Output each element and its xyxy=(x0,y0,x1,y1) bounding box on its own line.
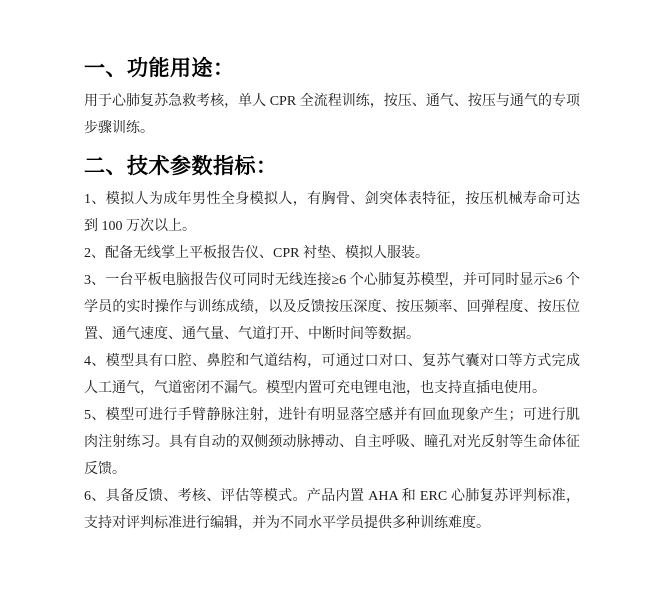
paragraph-spec-item-1: 1、模拟人为成年男性全身模拟人，有胸骨、剑突体表特征，按压机械寿命可达到 100 万次以上。 xyxy=(84,192,580,234)
section-heading-function-use: 一、功能用途： xyxy=(84,56,235,80)
paragraph-spec-item-5: 5、模型可进行手臂静脉注射，进针有明显落空感并有回血现象产生；可进行肌肉注射练习。具有自动的双侧颈动脉搏动、自主呼吸、瞳孔对光反射等生命体征反馈。 xyxy=(84,408,580,477)
paragraph-spec-item-3: 3、一台平板电脑报告仪可同时无线连接≥6 个心肺复苏模型，并可同时显示≥6 个学员的实时操作与训练成绩，以及反馈按压深度、按压频率、回弹程度、按压位置、通气速度、通气量、气道打开、中断时间等数据。 xyxy=(84,273,580,342)
paragraph-function-use: 用于心肺复苏急救考核，单人 CPR 全流程训练，按压、通气、按压与通气的专项步骤训练。 xyxy=(84,94,580,136)
paragraph-spec-item-6: 6、具备反馈、考核、评估等模式。产品内置 AHA 和 ERC 心肺复苏评判标准，支持对评判标准进行编辑，并为不同水平学员提供多种训练难度。 xyxy=(84,489,580,531)
paragraph-spec-item-4: 4、模型具有口腔、鼻腔和气道结构，可通过口对口、复苏气囊对口等方式完成人工通气，气道密闭不漏气。模型内置可充电锂电池，也支持直插电使用。 xyxy=(84,354,580,396)
paragraph-spec-item-2: 2、配备无线掌上平板报告仪、CPR 衬垫、模拟人服装。 xyxy=(84,246,429,261)
section-heading-technical-parameters: 二、技术参数指标： xyxy=(84,154,278,178)
